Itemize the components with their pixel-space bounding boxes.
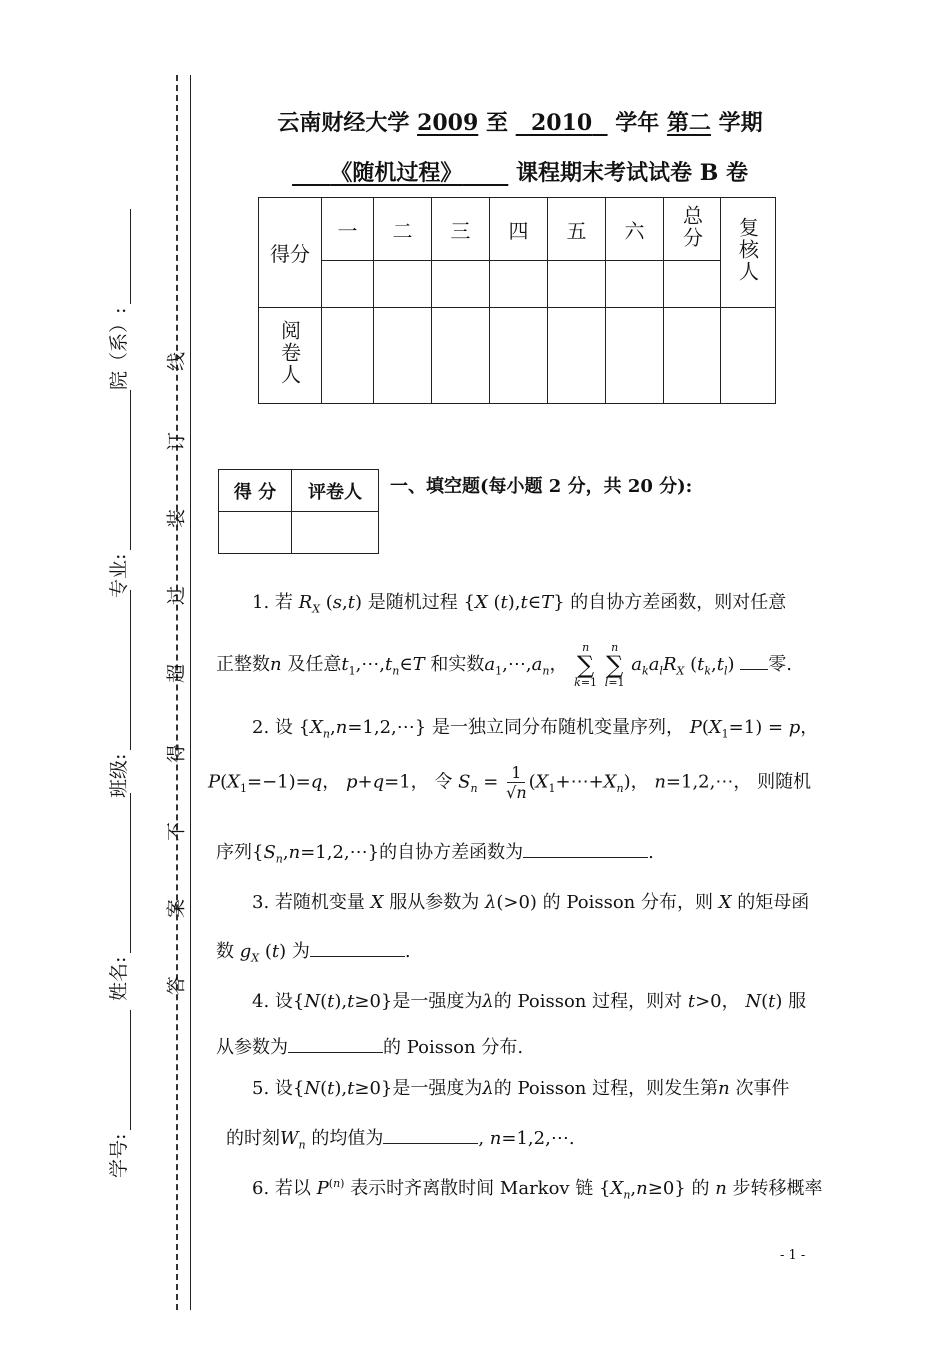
question-3-line1: 3. 若随机变量 X 服从参数为 λ(>0) 的 Poisson 分布，则 X 的矩母函 xyxy=(252,892,810,913)
grader-cell[interactable] xyxy=(374,308,432,404)
column-header: 六 xyxy=(606,198,664,261)
score-cell[interactable] xyxy=(374,261,432,308)
college-blank[interactable] xyxy=(129,209,131,304)
column-header xyxy=(664,198,721,261)
score-cell[interactable] xyxy=(664,261,721,308)
binding-char: 线 xyxy=(165,352,188,372)
year-label: 学年 xyxy=(615,110,660,136)
question-4-line1: 4. 设{N(t),t≥0}是一强度为λ的 Poisson 过程，则对 t>0， N(t) 服 xyxy=(252,991,807,1012)
grader-cell[interactable] xyxy=(322,308,374,404)
column-header: 一 xyxy=(322,198,374,261)
reviewer-label: 复核人 xyxy=(735,217,760,283)
score-cell[interactable] xyxy=(548,261,606,308)
binding-char: 案 xyxy=(165,899,188,919)
question-3-line2: 数 $g_X$ (t) 为 . xyxy=(216,941,411,965)
section-grader-label: 评卷人 xyxy=(292,470,379,512)
question-2-line3: 序列$\{S_n,n=1,2,\cdots\}$的自协方差函数为 . xyxy=(216,842,654,866)
exam-label: 课程期末考试试卷 xyxy=(516,160,693,186)
term-label: 学期 xyxy=(718,110,763,136)
binding-char: 装 xyxy=(165,509,188,529)
total-label: 总分 xyxy=(679,204,704,249)
major-blank[interactable] xyxy=(129,390,131,550)
question-1-line1: 1. 若 $R_X$ (s,t) 是随机过程 {X (t),t∈T} 的自协方差函数，则对任意 xyxy=(252,592,787,616)
section-score-cell[interactable] xyxy=(219,512,292,554)
column-header: 三 xyxy=(432,198,490,261)
exam-title-line1 xyxy=(250,106,790,137)
question-6-line1: 6. 若以 $P^{(n)}$ 表示时齐离散时间 Markov 链 $\{X_n,n\ge 0\}$ 的 n 步转移概率 xyxy=(252,1177,823,1202)
question-1-line2: 正整数n 及任意$t_1,\cdots,t_n\in T$ 和实数$a_1,\cdots,a_n$， n ∑ k=1 n ∑ l=1 $a_ka_lR_X$ $(t_k,t_l)$ 零. xyxy=(216,641,792,689)
grader-cell[interactable] xyxy=(721,308,776,404)
answer-blank-4[interactable] xyxy=(288,1051,383,1053)
binding-dashed-line xyxy=(176,75,178,1310)
section-score-label: 得 分 xyxy=(219,470,292,512)
name-blank[interactable] xyxy=(129,793,131,953)
term: 第二 xyxy=(666,110,711,136)
score-cell[interactable] xyxy=(432,261,490,308)
binding-char: 超 xyxy=(165,664,188,684)
question-5-line2: 的时刻$W_n$ 的均值为 , n=1,2,⋯. xyxy=(226,1128,575,1152)
grader-cell[interactable] xyxy=(664,308,721,404)
grader-cell[interactable] xyxy=(490,308,548,404)
binding-solid-line xyxy=(190,75,191,1310)
grader-label-cell xyxy=(259,308,322,404)
score-cell[interactable] xyxy=(490,261,548,308)
class-label: 班级: xyxy=(108,753,130,798)
column-header: 四 xyxy=(490,198,548,261)
grader-cell[interactable] xyxy=(606,308,664,404)
grader-cell[interactable] xyxy=(432,308,490,404)
binding-char: 答 xyxy=(165,976,188,996)
answer-blank-3[interactable] xyxy=(310,955,405,957)
answer-blank-5[interactable] xyxy=(383,1142,478,1144)
student-id-label: 学号: xyxy=(108,1133,130,1178)
paper-version: B 卷 xyxy=(699,160,748,186)
question-2-line2: $P(X_1=-1)=q$， p+q=1， 令 $S_n$ = $\frac{1}{√n}$ $(X_1+\cdots+X_n)$， n=1,2,⋯， 则随机 xyxy=(208,763,812,802)
university-name: 云南财经大学 xyxy=(277,110,410,136)
major-label: 专业: xyxy=(108,553,130,598)
page-number: - 1 - xyxy=(780,1248,806,1263)
name-label: 姓名: xyxy=(108,956,130,1001)
binding-char: 订 xyxy=(165,432,188,452)
answer-blank-1[interactable] xyxy=(740,668,768,670)
section-grader-table xyxy=(218,469,379,554)
score-cell[interactable] xyxy=(322,261,374,308)
question-5-line1: 5. 设{N(t),t≥0}是一强度为λ的 Poisson 过程，则发生第n 次事件 xyxy=(252,1078,790,1099)
question-2-line1: 2. 设 $\{X_n,n=1,2,\cdots\}$ 是一独立同分布随机变量序列， $P(X_1=1) = p$， xyxy=(252,717,819,741)
exam-title-line2 xyxy=(250,156,790,187)
binding-char: 得 xyxy=(165,744,188,764)
column-header: 五 xyxy=(548,198,606,261)
score-table xyxy=(258,197,776,404)
year-start: 2009 xyxy=(417,110,479,136)
reviewer-cell xyxy=(721,198,776,308)
college-label: 院（系）: xyxy=(108,307,130,390)
grader-cell[interactable] xyxy=(548,308,606,404)
to-label: 至 xyxy=(485,110,508,136)
binding-char: 不 xyxy=(165,822,188,842)
binding-char: 过 xyxy=(165,586,188,606)
year-end: 2010 xyxy=(530,110,593,136)
column-header: 二 xyxy=(374,198,432,261)
course-name: 《随机过程》 xyxy=(330,160,463,186)
score-label: 得分 xyxy=(270,242,310,266)
answer-blank-2[interactable] xyxy=(523,856,648,858)
question-4-line2: 从参数为 的 Poisson 分布. xyxy=(216,1037,524,1058)
section-grader-cell[interactable] xyxy=(292,512,379,554)
score-label-cell xyxy=(259,198,322,308)
grader-label: 阅卷人 xyxy=(277,320,302,386)
student-id-blank[interactable] xyxy=(129,1010,131,1130)
score-cell[interactable] xyxy=(606,261,664,308)
class-blank[interactable] xyxy=(129,590,131,750)
section-heading: 一、填空题(每小题 2 分，共 20 分): xyxy=(390,476,693,497)
